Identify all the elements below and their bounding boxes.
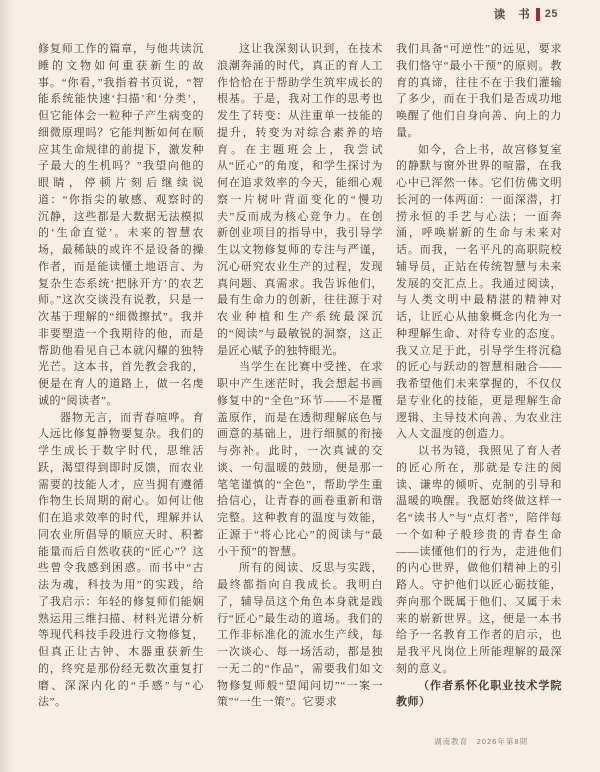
author-credit: （作者系怀化职业技术学院教师） — [396, 679, 562, 709]
text-column-1 — [38, 41, 204, 711]
header-section-char-2: 书 — [518, 9, 530, 21]
header-accent-bar — [536, 8, 540, 21]
article-body — [38, 41, 562, 711]
paragraph: 当学生在比赛中受挫、在求职中产生迷茫时，我会想起书画修复中的“全色”环节——不是覆盖原作，而是在透彻理解底色与画意的基础上，进行细腻的衔接与弥补。此时，一次真诚的交谈、一句温暖的鼓励，便是那一笔笔谨慎的“全色”，帮助学生重拾信心，让青春的画卷重新和谐完整。这种教育的温度与效能，正源于“将心比心”的阅读与“最小干预”的智慧。 — [217, 361, 383, 558]
text-column-2 — [217, 41, 383, 711]
page-footer — [434, 736, 528, 747]
page-header — [494, 6, 558, 22]
paragraph-continuation: 我们具备“可逆性”的远见，要求我们恪守“最小干预”的原则。教育的真谛，往往不在于我们灌输了多少，而在于我们是否成功地唤醒了他们自身向善、向上的力量。 — [396, 43, 562, 139]
journal-issue-label: 湖南教育 2026年第8期 — [434, 737, 528, 746]
page-spine-shadow — [0, 0, 14, 772]
text-column-3 — [396, 41, 562, 711]
paragraph: 如今，合上书，故宫修复室的静默与窗外世界的喧嚣，在我心中已浑然一体。它们仿佛文明长河的一体两面：一面深潜，打捞永恒的手艺与心法；一面奔涌，呼唤崭新的生命与未来对话。而我，一名平凡的高职院校辅导员，正站在传统智慧与未来发展的交汇点上。我通过阅读，与人类文明中最精湛的精神对话，让匠心从抽象概念内化为一种理解生命、对待专业的态度。我又立足于此，引导学生将沉稳的匠心与跃动的智慧相融合——我希望他们未来掌握的，不仅仅是专业化的技能，更是理解生命逻辑、主导技术向善、为农业注入人文温度的创造力。 — [396, 143, 562, 441]
paragraph: 所有的阅读、反思与实践，最终都指向自我成长。我明白了，辅导员这个角色本身就是践行“匠心”最生动的道场。我们的工作非标准化的流水生产线，每一次谈心、每一场活动，都是独一无二的“作品”，需要我们如文物修复师般“望闻问切”“一案一策”“一生一策”。它要求 — [217, 562, 383, 709]
paragraph-continuation: 修复师工作的篇章，与他共读沉睡的文物如何重获新生的故事。“你看，”我指着书页说，“智能系统能快速‘扫描’和‘分类’，但它能体会一粒种子产生病变的细微原理吗？它能判断如何在顺应其生命规律的前提下，激发种子最大的生机吗？”我望向他的眼睛，停顿片刻后继续说道：“你指尖的敏感、观察时的沉静，这些都是大数据无法模拟的‘生命直觉’。未来的智慧农场，最稀缺的或许不是设备的操作者，而是能读懂土地语言、为复杂生态系统‘把脉开方’的农艺师。”这次交谈没有说教，只是一次基于理解的“细微擦拭”。我并非要塑造一个我期待的他，而是帮助他看见自己本就闪耀的独特光芒。这本书，首先教会我的，便是在育人的道路上，做一名虔诚的“阅读者”。 — [38, 43, 204, 407]
paragraph: 这让我深刻认识到，在技术浪潮奔涌的时代，真正的育人工作恰恰在于帮助学生筑牢成长的根基。于是，我对工作的思考也发生了转变：从注重单一技能的提升，转变为对综合素养的培育。在主题班会上，我尝试从“匠心”的角度，和学生探讨为何在追求效率的今天，能细心观察一片树叶背面变化的“慢功夫”反而成为核心竞争力。在创新创业项目的指导中，我引导学生以文物修复师的专注与严谨，沉心研究农业生产的过程，发现真问题、真需求。我告诉他们，最有生命力的创新，往往源于对农业种植和生产系统最深沉的“阅读”与最敏锐的洞察，这正是匠心赋予的独特眼光。 — [217, 43, 383, 357]
page-number: 25 — [544, 8, 558, 20]
paragraph: 器物无言，而青春喧哗。育人远比修复静物要复杂。我们的学生成长于数字时代，思维活跃，渴望得到即时反馈，而农业需要的技能人才，应当拥有遵循作物生长周期的耐心。如何让他们在追求效率的时代，理解并认同农业所倡导的顺应天时、积蓄能量而后自然收获的“匠心”？这些曾令我感到困惑。而书中“古法为魂，科技为用”的实践，给了我启示：年轻的修复师们能娴熟运用三维扫描、材料光谱分析等现代科技手段进行文物修复，但真正让古钟、木器重获新生的，终究是那份经无数次重复打磨、深深内化的“手感”与“心法”。 — [38, 411, 204, 709]
paragraph: 以书为镜，我照见了育人者的匠心所在，那就是专注的阅读、谦卑的倾听、克制的引导和温暖的唤醒。我愿始终做这样一名“读书人”与“点灯者”，陪伴每一个如种子般珍贵的青春生命——读懂他们的行为，走进他们的内心世界，做他们精神上的引路人。守护他们以匠心砺技能，奔向那个既属于他们、又属于未来的崭新世界。这，便是一本书给予一名教育工作者的启示，也是我平凡岗位上所能理解的最深刻的意义。 — [396, 445, 562, 675]
header-section-char-1: 读 — [493, 9, 506, 21]
